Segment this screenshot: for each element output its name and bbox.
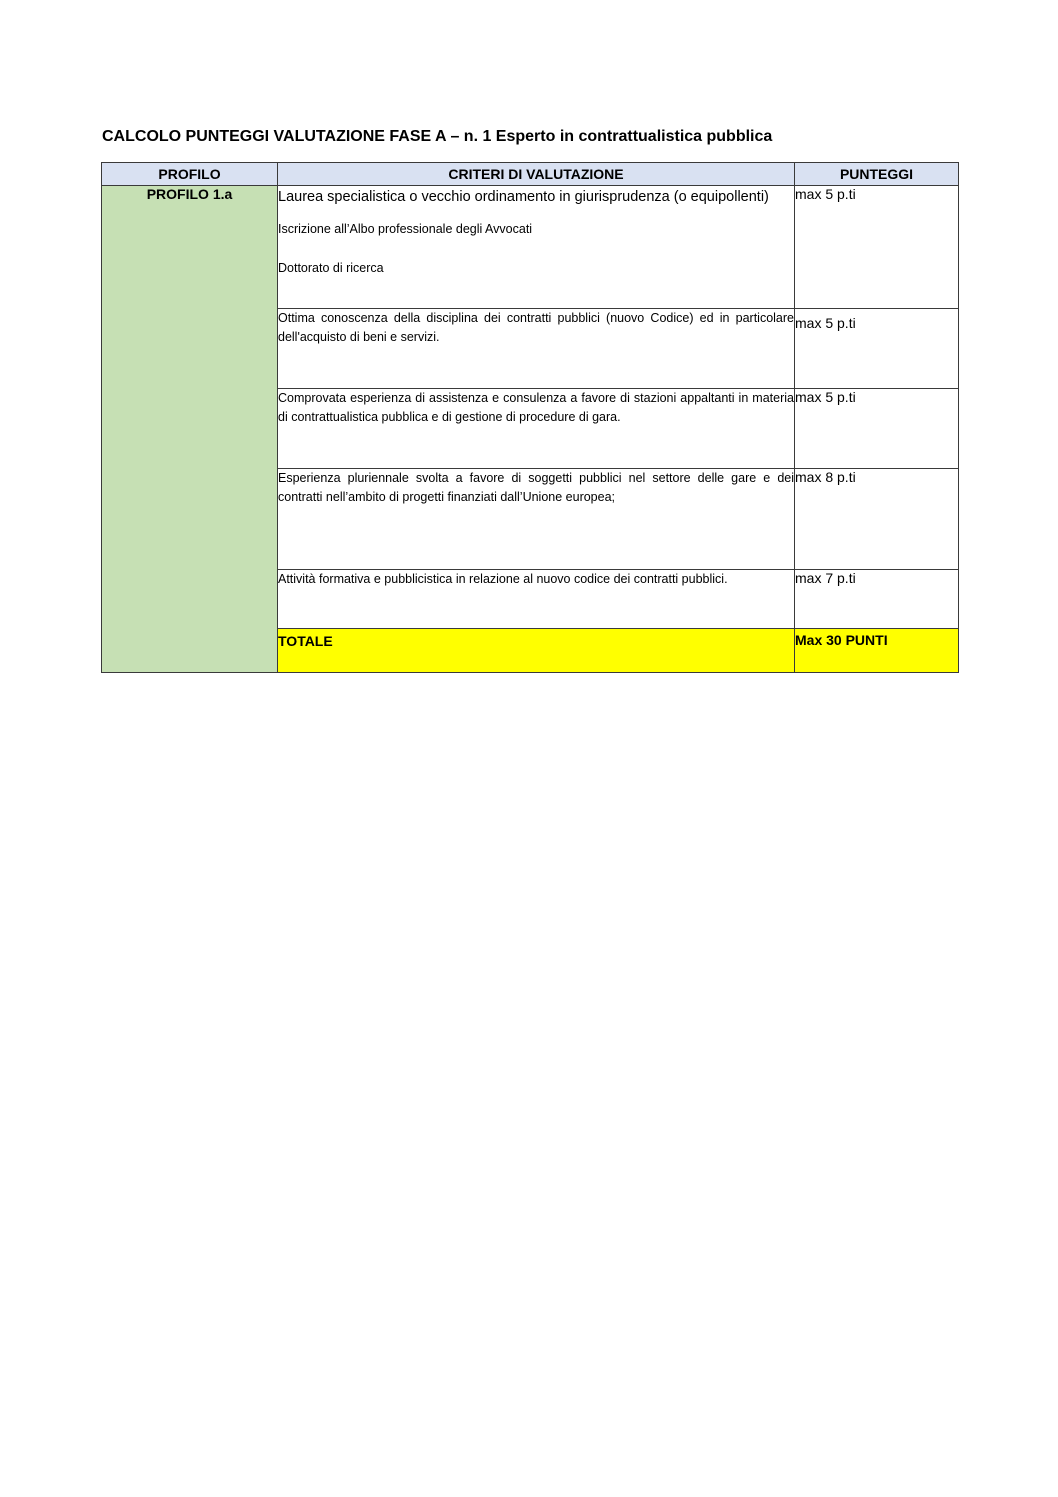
evaluation-table bbox=[101, 162, 959, 673]
criteria-cell: Esperienza pluriennale svolta a favore di soggetti pubblici nel settore delle gare e dei contratti nell’ambito di progetti finanziati dall’Unione europea; bbox=[278, 469, 795, 570]
document-title: CALCOLO PUNTEGGI VALUTAZIONE FASE A – n. 1 Esperto in contrattualistica pubblica bbox=[102, 128, 773, 145]
header-punteggi: PUNTEGGI bbox=[795, 163, 959, 186]
points-cell: max 8 p.ti bbox=[795, 469, 959, 570]
table-row bbox=[102, 186, 959, 309]
table-header-row bbox=[102, 163, 959, 186]
total-points: Max 30 PUNTI bbox=[795, 629, 959, 673]
profile-cell: PROFILO 1.a bbox=[102, 186, 278, 673]
points-cell: max 5 p.ti bbox=[795, 309, 959, 389]
criteria-text: Laurea specialistica o vecchio ordinamento in giurisprudenza (o equipollenti) bbox=[278, 189, 769, 205]
total-label: TOTALE bbox=[278, 629, 795, 673]
criteria-cell: Attività formativa e pubblicistica in relazione al nuovo codice dei contratti pubblici. bbox=[278, 570, 795, 629]
criteria-cell: Comprovata esperienza di assistenza e consulenza a favore di stazioni appaltanti in materia di contrattualistica pubblica e di gestione di procedure di gara. bbox=[278, 389, 795, 469]
criteria-cell bbox=[278, 186, 795, 309]
points-cell: max 5 p.ti bbox=[795, 186, 959, 309]
criteria-cell: Ottima conoscenza della disciplina dei contratti pubblici (nuovo Codice) ed in particolare dell'acquisto di beni e servizi. bbox=[278, 309, 795, 389]
points-cell: max 5 p.ti bbox=[795, 389, 959, 469]
header-profilo: PROFILO bbox=[102, 163, 278, 186]
criteria-text: Dottorato di ricerca bbox=[278, 261, 384, 275]
points-cell: max 7 p.ti bbox=[795, 570, 959, 629]
header-criteri: CRITERI DI VALUTAZIONE bbox=[278, 163, 795, 186]
criteria-text: Iscrizione all’Albo professionale degli Avvocati bbox=[278, 222, 533, 236]
